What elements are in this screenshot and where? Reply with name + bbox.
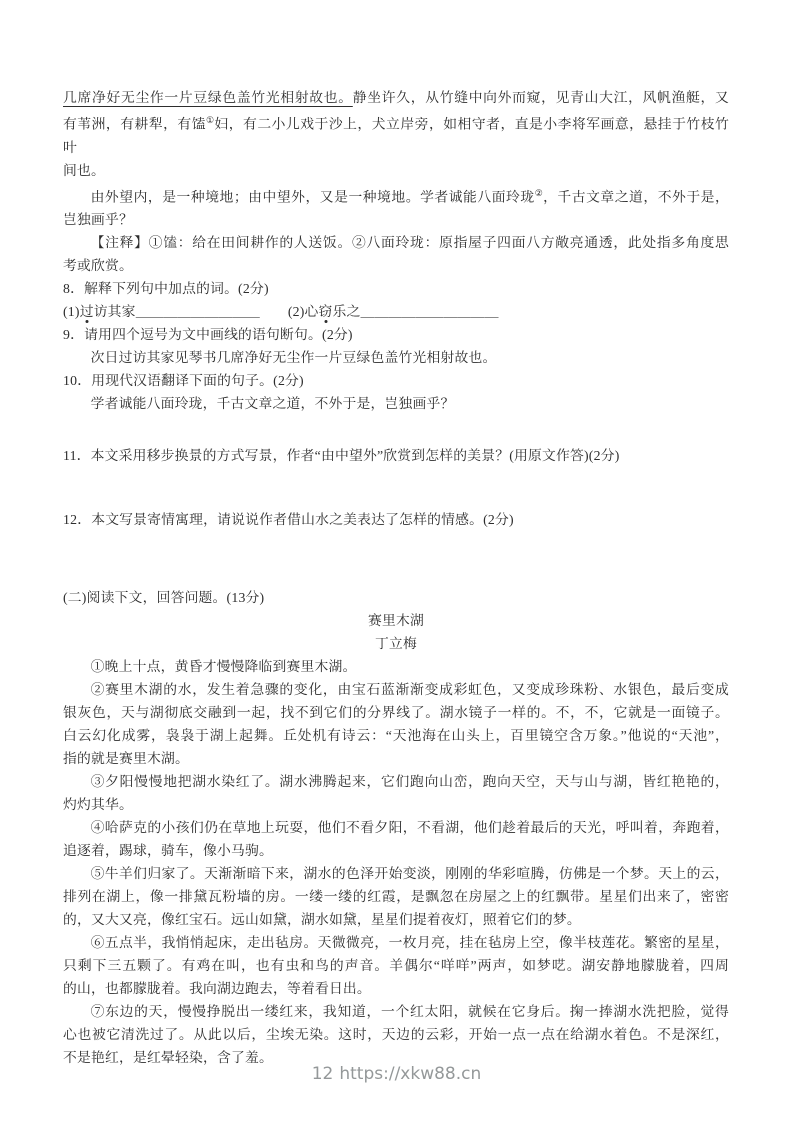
essay-p1-line-1: [63, 655, 729, 678]
text-segment: ⑦东边的天，慢慢挣脱出一缕红来，我知道，一个红太阳，就候在它身后。掬一捧湖水洗把脸，觉得: [90, 1004, 729, 1020]
document-content: [63, 86, 729, 1069]
text-segment: 8．解释下列句中加点的词。(2分): [63, 281, 269, 297]
text-segment: 银灰色，天与湖彻底交融到一起，找不到它们的分界线了。湖水镜子一样的。不，不，它就是一面镜子。: [63, 705, 729, 721]
text-segment: ，千古文章之道，不外于是，: [543, 189, 729, 205]
essay-p2-line-3: [63, 724, 729, 747]
text-segment: 叶: [63, 139, 77, 155]
question-11: [63, 444, 729, 467]
text-segment: 12．本文写景寄情寓理，请说说作者借山水之美表达了怎样的情感。(2分): [63, 512, 514, 528]
dotted-word: 窃: [318, 304, 333, 320]
answer-blank[interactable]: ＿＿＿＿＿＿＿＿＿＿: [360, 304, 499, 320]
text-segment: 白云幻化成雾，袅袅于湖上起舞。丘处机有诗云：“天池海在山头上，百里镜空含万象。”他说的“天池”，: [63, 728, 729, 744]
page-number: 12: [311, 1064, 334, 1084]
question-10-quote: [63, 392, 729, 415]
text-segment: 指的就是赛里木湖。: [63, 751, 189, 767]
essay-p4-line-1: [63, 816, 729, 839]
text-segment: ⑥五点半，我悄悄起床，走出毡房。天微微亮，一枚月亮，挂在毡房上空，像半枝莲花。繁密的星星，: [90, 935, 729, 951]
essay-p3-line-1: [63, 770, 729, 793]
question-10: [63, 369, 729, 392]
text-segment: 次日过访其家见琴书几席净好无尘作一片豆绿色盖竹光相射故也。: [90, 350, 497, 366]
text-segment: 追逐着，踢球，骑车，像小马驹。: [63, 843, 273, 859]
text-segment: 妇，有二小儿戏于沙上，犬立岸旁，如相守者，直是小李将军画意，悬挂于竹枝竹: [214, 116, 729, 132]
text-segment: ③夕阳慢慢地把湖水染红了。湖水沸腾起来，它们跑向山峦，跑向天空，天与山与湖，皆红艳艳的，: [90, 774, 729, 790]
essay-p2-line-2: [63, 701, 729, 724]
essay-p3-line-2: [63, 793, 729, 816]
essay-p6-line-3: [63, 977, 729, 1000]
note-reference-mark: ①: [206, 115, 215, 125]
text-segment: 由外望内，是一种境地；由中望外，又是一种境地。学者诚能八面玲珑: [90, 189, 535, 205]
text-segment: 丁立梅: [375, 636, 417, 652]
essay-p2-line-4: [63, 747, 729, 770]
text-segment: 灼灼其华。: [63, 797, 133, 813]
text-segment: 11．本文采用移步换景的方式写景，作者“由中望外”欣赏到怎样的美景？(用原文作答)(2分): [63, 448, 620, 464]
essay-p5-line-3: [63, 908, 729, 931]
classical-passage-line-5: [63, 182, 729, 209]
essay-p7-line-2: [63, 1023, 729, 1046]
text-segment: 学者诚能八面玲珑，千古文章之道，不外于是，岂独画乎？: [90, 396, 455, 412]
text-segment: ⑤牛羊们归家了。天渐渐暗下来，湖水的色泽开始变淡，刚刚的华彩喧腾，仿佛是一个梦。天上的云，: [90, 866, 729, 882]
question-9: [63, 323, 729, 346]
text-segment: 考或欣赏。: [63, 258, 133, 274]
text-segment: 乐之: [332, 304, 361, 320]
text-segment: 的，又大又亮，像红宝石。远山如黛，湖水如黛，星星们提着夜灯，照着它们的梦。: [63, 912, 581, 928]
note-reference-mark: ②: [534, 187, 544, 198]
essay-p6-line-1: [63, 931, 729, 954]
text-segment: 只剩下三五颗了。有鸡在叫，也有虫和鸟的声音。羊偶尔“咩咩”两声，如梦呓。湖安静地朦胧着，四周: [63, 958, 729, 974]
classical-passage-line-1: [63, 86, 729, 109]
section-2-heading: [63, 586, 729, 609]
text-segment: 有苇洲，有耕犁，有馌: [63, 116, 207, 132]
text-segment: 赛里木湖: [368, 613, 424, 629]
essay-p5-line-1: [63, 862, 729, 885]
question-9-quote: [63, 346, 729, 369]
classical-passage-line-4: [63, 159, 729, 182]
essay-p5-line-2: [63, 885, 729, 908]
text-segment: 【注释】①馌：给在田间耕作的人送饭。②八面玲珑：原指屋子四面八方敞亮通透，此处指多角度思: [90, 235, 729, 251]
question-8: [63, 277, 729, 300]
text-segment: ②赛里木湖的水，发生着急骤的变化，由宝石蓝渐渐变成彩虹色，又变成珍珠粉、水银色，最后变成: [90, 682, 729, 698]
page-footer: [0, 1064, 793, 1084]
text-segment: 10．用现代汉语翻译下面的句子。(2分): [63, 373, 304, 389]
essay-p2-line-1: [63, 678, 729, 701]
classical-passage-line-2: [63, 109, 729, 136]
question-8-blanks: [63, 300, 729, 323]
question-12: [63, 508, 729, 531]
text-segment: ①晚上十点，黄昏才慢慢降临到赛里木湖。: [90, 659, 357, 675]
essay-p7-line-1: [63, 1000, 729, 1023]
classical-passage-line-6: [63, 208, 729, 231]
underlined-text: 几席净好无尘作一片豆绿色盖竹光相射故也。: [63, 90, 353, 105]
text-segment: 间也。: [63, 162, 105, 178]
text-segment: 不是艳红，是红晕轻染，含了羞。: [63, 1050, 273, 1066]
notes-line-1: [63, 231, 729, 254]
text-segment: 排列在湖上，像一排黛瓦粉墙的房。一缕一缕的红霞，是飘忽在房屋之上的红飘带。星星们出来了，密密: [63, 889, 729, 905]
dotted-word: 过: [79, 304, 94, 320]
answer-blank[interactable]: ＿＿＿＿＿＿＿＿＿: [135, 304, 260, 320]
text-segment: (1): [63, 304, 80, 320]
text-segment: ④哈萨克的小孩们仍在草地上玩耍，他们不看夕阳，不看湖，他们趁着最后的天光，呼叫着，奔跑着，: [90, 820, 729, 836]
text-segment: 心也被它清洗过了。从此以后，尘埃无染。这时，天边的云彩，开始一点一点在给湖水着色。不是深红，: [63, 1027, 729, 1043]
text-segment: 静坐许久，从竹缝中向外而窥，见青山大江，风帆渔艇，又: [352, 90, 729, 105]
classical-passage-line-3: [63, 136, 729, 159]
footer-url[interactable]: https://xkw88.cn: [339, 1064, 482, 1084]
essay-p4-line-2: [63, 839, 729, 862]
text-segment: 9．请用四个逗号为文中画线的语句断句。(2分): [63, 327, 353, 343]
text-segment: 岂独画乎？: [63, 212, 133, 228]
essay-p6-line-2: [63, 954, 729, 977]
essay-author: [63, 632, 729, 655]
text-segment: (2)心: [259, 304, 319, 320]
text-segment: 访其家: [93, 304, 136, 320]
text-segment: 的山，也都朦胧着。我向湖边跑去，等着看日出。: [63, 981, 371, 997]
essay-title: [63, 609, 729, 632]
text-segment: (二)阅读下文，回答问题。(13分): [63, 590, 265, 606]
notes-line-2: [63, 254, 729, 277]
